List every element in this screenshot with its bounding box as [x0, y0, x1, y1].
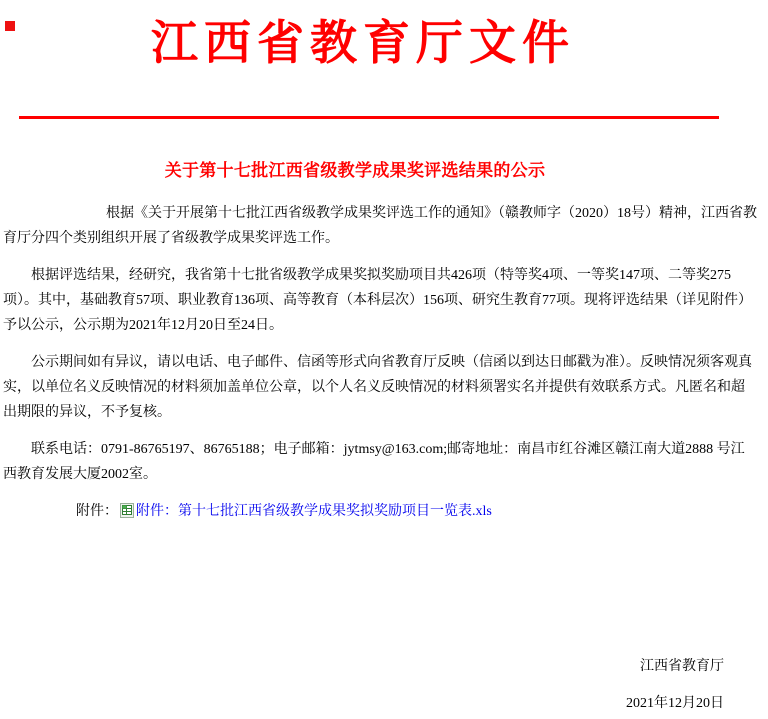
signature-issuer: 江西省教育厅 [640, 659, 724, 674]
letterhead-divider [19, 116, 719, 119]
signature-date: 2021年12月20日 [626, 696, 724, 711]
body-paragraph: 公示期间如有异议，请以电话、电子邮件、信函等形式向省教育厅反映（信函以到达日邮戳为准）。反映情况须客观真实，以单位名义反映情况的材料须加盖单位公章，以个人名义反映情况的材料须署实名并提供有效联系方式。凡匿名和超出期限的异议，不予复核。 [3, 355, 752, 420]
document-page [0, 16, 768, 719]
excel-file-icon[interactable] [120, 503, 134, 518]
signature-block [0, 654, 768, 716]
attachment-link[interactable]: 附件：第十七批江西省级教学成果奖拟奖励项目一览表.xls [136, 504, 492, 519]
body-paragraph: 根据《关于开展第十七批江西省级教学成果奖评选工作的通知》（赣教师字（2020）18号）精神，江西省教育厅分四个类别组织开展了省级教学成果奖评选工作。 [3, 206, 757, 246]
attachment-row [3, 499, 758, 524]
body-paragraph: 根据评选结果，经研究，我省第十七批省级教学成果奖拟奖励项目共426项（特等奖4项、一等奖147项、二等奖275项）。其中，基础教育57项、职业教育136项、高等教育（本科层次）156项、研究生教育77项。现将评选结果（详见附件）予以公示，公示期为2021年12月20日至24日。 [3, 268, 752, 333]
document-title: 关于第十七批江西省级教学成果奖评选结果的公示 [164, 161, 546, 180]
agency-letterhead: 江西省教育厅文件 [151, 18, 575, 70]
body-paragraph: 联系电话：0791-86765197、86765188；电子邮箱：jytmsy@163.com;邮寄地址：南昌市红谷滩区赣江南大道2888 号江西教育发展大厦2002室。 [3, 442, 745, 482]
document-body [0, 201, 768, 524]
attachment-label: 附件： [76, 504, 118, 519]
corner-mark [5, 21, 15, 31]
